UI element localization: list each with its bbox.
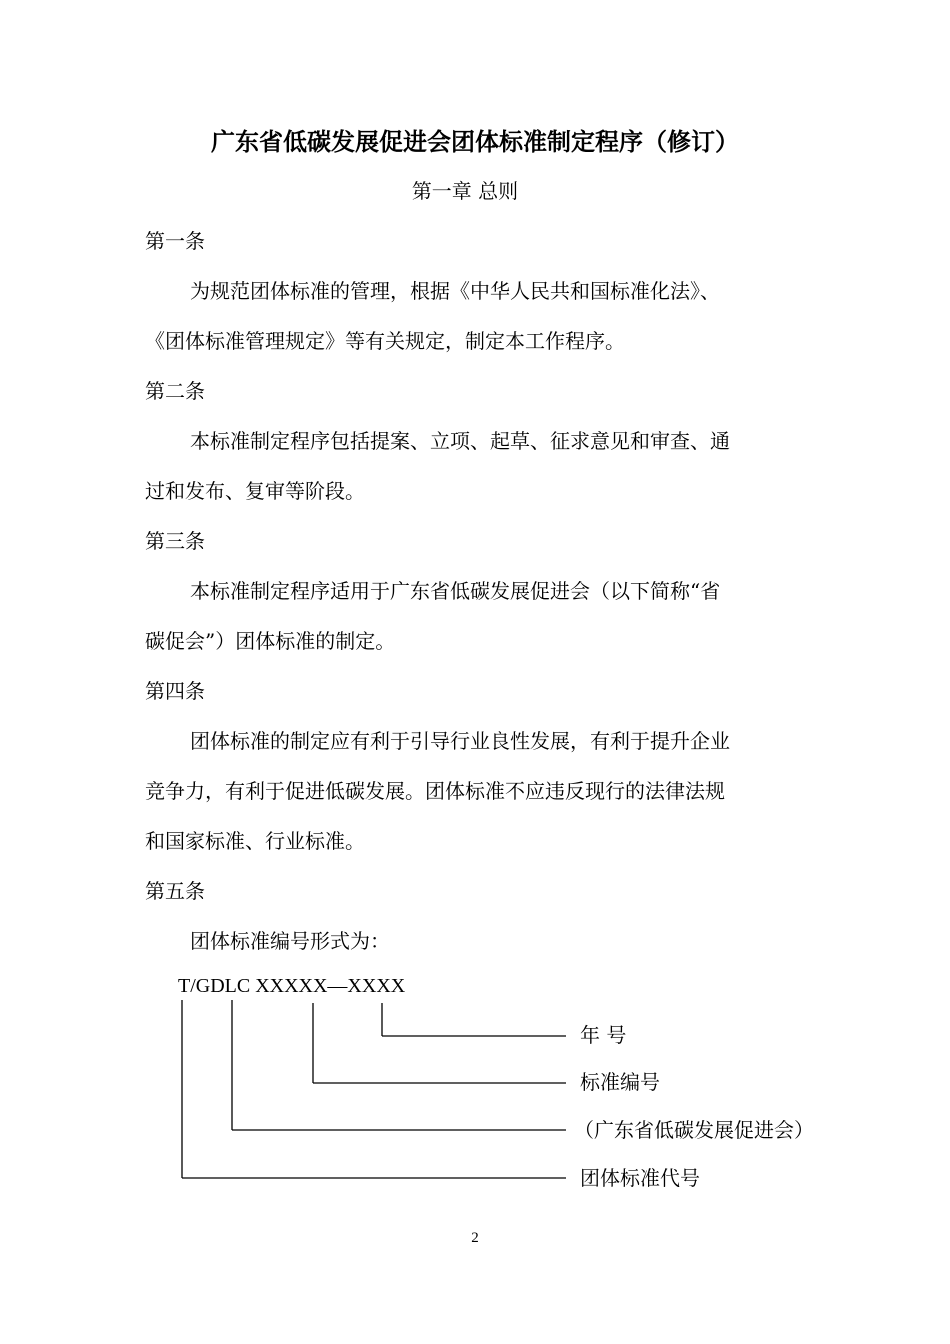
code-label-standard-number: 标准编号 [580,1070,660,1094]
page-number: 2 [471,1230,479,1246]
article-text-line: 本标准制定程序适用于广东省低碳发展促进会（以下简称“省 [190,579,721,603]
document-title: 广东省低碳发展促进会团体标准制定程序（修订） [211,128,739,156]
code-label-group-standard: 团体标准代号 [580,1166,700,1190]
article-text-line: 竞争力，有利于促进低碳发展。团体标准不应违反现行的法律法规 [145,779,725,803]
article-heading: 第一条 [145,229,205,253]
chapter-heading: 第一章 总则 [411,179,519,203]
article-text-line: 团体标准的制定应有利于引导行业良性发展，有利于提升企业 [190,729,730,753]
article-heading: 第二条 [145,379,205,403]
article-text-line: 过和发布、复审等阶段。 [145,479,365,503]
article-text-line: 和国家标准、行业标准。 [145,829,365,853]
article-text-line: 团体标准编号形式为： [190,929,390,953]
code-label-organisation: （广东省低碳发展促进会） [574,1118,814,1142]
article-heading: 第五条 [145,879,205,903]
article-text-line: 为规范团体标准的管理，根据《中华人民共和国标准化法》、 [190,279,720,303]
article-text-line: 碳促会”）团体标准的制定。 [145,629,396,653]
article-heading: 第三条 [145,529,205,553]
article-text-line: 本标准制定程序包括提案、立项、起草、征求意见和审查、通 [190,429,730,453]
article-heading: 第四条 [145,679,205,703]
article-text-line: 《团体标准管理规定》等有关规定，制定本工作程序。 [145,329,625,353]
standard-code-format: T/GDLC XXXXX—XXXX [178,975,406,997]
code-label-year: 年 号 [580,1023,627,1047]
